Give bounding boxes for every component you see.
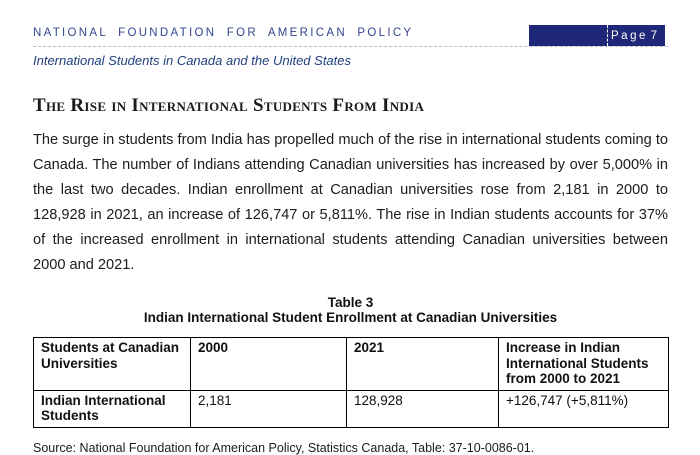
- section-heading: The Rise in International Students From India: [33, 95, 425, 116]
- table-row: [34, 390, 669, 427]
- source-note: Source: National Foundation for American Policy, Statistics Canada, Table: 37-10-0086-01.: [33, 440, 535, 455]
- col-header-increase: Increase in Indian International Students from 2000 to 2021: [499, 338, 669, 391]
- page-box-spacer: [529, 25, 607, 46]
- col-header-2021: 2021: [347, 338, 499, 391]
- page-number-box: [529, 25, 665, 46]
- header-dashed-rule: [33, 46, 668, 47]
- cell-value-2021: 128,928: [347, 390, 499, 427]
- table-header-row: [34, 338, 669, 391]
- table-caption-number: Table 3: [327, 295, 374, 310]
- table-caption: [33, 295, 668, 325]
- cell-row-label: Indian International Students: [34, 390, 191, 427]
- enrollment-table-head: [34, 338, 669, 391]
- document-subtitle: International Students in Canada and the United States: [33, 53, 351, 68]
- table-caption-title: Indian International Student Enrollment at Canadian Universities: [143, 310, 558, 325]
- cell-value-2000: 2,181: [191, 390, 347, 427]
- page-label: Page: [611, 29, 648, 42]
- cell-value-increase: +126,747 (+5,811%): [499, 390, 669, 427]
- page-header: [33, 25, 668, 46]
- enrollment-table-body: [34, 390, 669, 427]
- page-number: 7: [650, 29, 657, 42]
- col-header-2000: 2000: [191, 338, 347, 391]
- body-paragraph: The surge in students from India has propelled much of the rise in international students coming to Canada. The number of Indians attending Canadian universities has increased by over 5,000% in the last two decades. Indian enrollment at Canadian universities rose from 2,181 in 2000 to 128,928 in 2021, an increase of 126,747 or 5,811%. The rise in Indian students accounts for 37% of the increased enrollment in international students attending Canadian universities between 2000 and 2021.: [33, 132, 668, 273]
- enrollment-table: [33, 337, 669, 428]
- organization-title: NATIONAL FOUNDATION FOR AMERICAN POLICY: [33, 27, 414, 39]
- col-header-students: Students at Canadian Universities: [34, 338, 191, 391]
